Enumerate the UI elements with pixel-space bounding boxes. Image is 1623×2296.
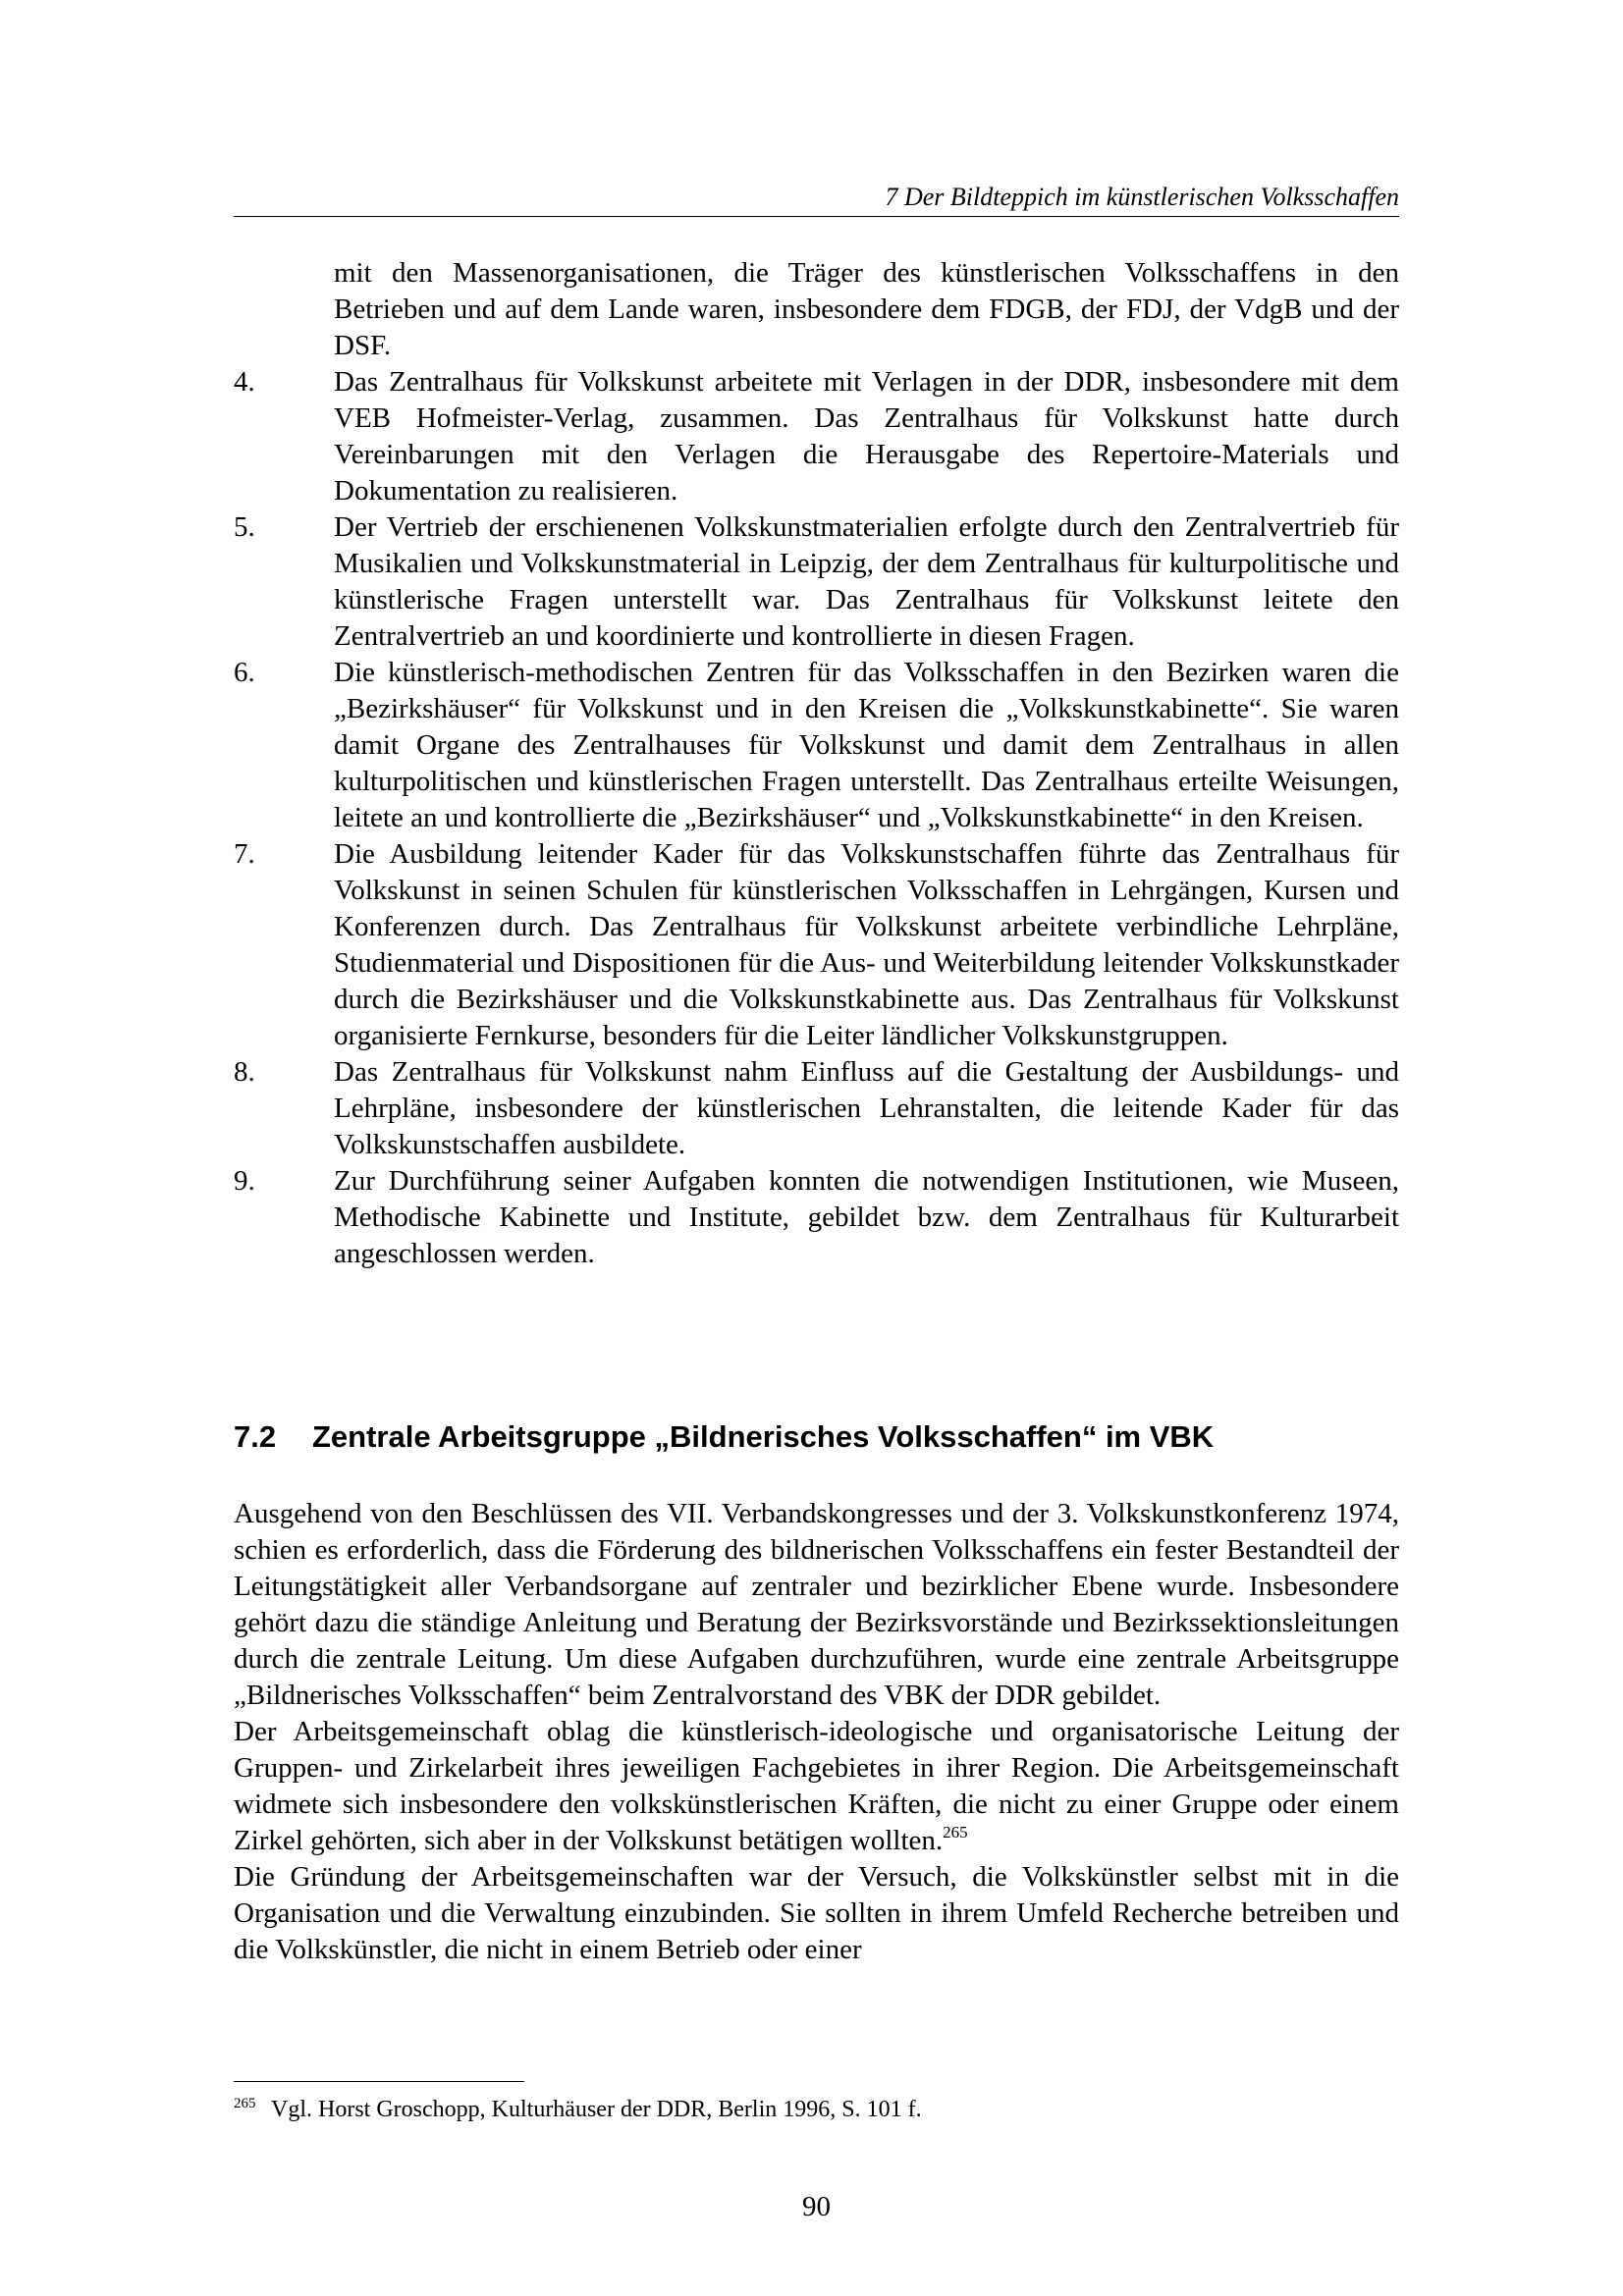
footnote-text: Vgl. Horst Groschopp, Kulturhäuser der DDR, Berlin 1996, S. 101 f. — [271, 2097, 922, 2122]
footnote-reference[interactable]: 265 — [943, 1823, 968, 1842]
list-item-text: Die künstlerisch-methodischen Zentren für das Volksschaffen in den Bezirken waren die „Bezirkshäuser“ für Volkskunst und in den Kreisen die „Volkskunstkabinette“. Sie waren damit Organe des Zentralhauses für Volkskunst und damit dem Zentralhaus in allen kulturpolitischen und künstlerischen Fragen unterstellt. Das Zentralhaus erteilte Weisungen, leitete an und kontrollierte die „Bezirkshäuser“ und „Volkskunstkabinette“ in den Kreisen. — [334, 657, 1399, 833]
list-item-number: 7. — [234, 838, 255, 870]
list-item-number: 4. — [234, 366, 255, 398]
list-item-text: Das Zentralhaus für Volkskunst arbeitete mit Verlagen in der DDR, insbesondere mit dem VEB Hofmeister-Verlag, zusammen. Das Zentralhaus für Volkskunst hatte durch Vereinbarungen mit den Verlagen die Herausgabe des Repertoire-Materials und Dokumentation zu realisieren. — [334, 366, 1399, 507]
list-item-number: 6. — [234, 657, 255, 688]
page-number: 90 — [802, 2191, 831, 2222]
footnote: $^{265}$ Vgl. Horst Groschopp, Kulturhäuser der DDR, Berlin 1996, S. 101 f. — [234, 2096, 922, 2122]
list-item-number: 5. — [234, 511, 255, 543]
list-item — [234, 1054, 1399, 1163]
list-item — [234, 836, 1399, 1054]
body-text — [234, 1496, 1399, 1968]
list-item-continuation — [234, 255, 1399, 364]
list-item-text: Die Ausbildung leitender Kader für das Volkskunstschaffen führte das Zentralhaus für Volkskunst in seinen Schulen für künstlerischen Volksschaffen in Lehrgängen, Kursen und Konferenzen durch. Das Zentralhaus für Volkskunst arbeitete verbindliche Lehrpläne, Studienmaterial und Dispositionen für die Aus- und Weiterbildung leitender Volkskunstkader durch die Bezirkshäuser und die Volkskunstkabinette aus. Das Zentralhaus für Volkskunst organisierte Fernkurse, besonders für die Leiter ländlicher Volkskunstgruppen. — [334, 838, 1399, 1051]
list-item-text: Zur Durchführung seiner Aufgaben konnten die notwendigen Institutionen, wie Museen, Methodische Kabinette und Institute, gebildet bzw. dem Zentralhaus für Kulturarbeit angeschlossen werden. — [334, 1165, 1399, 1269]
paragraph: Die Gründung der Arbeitsgemeinschaften war der Versuch, die Volkskünstler selbst mit in die Organisation und die Verwaltung einzubinden. Sie sollten in ihrem Umfeld Recherche betreiben und die Volkskünstler, die nicht in einem Betrieb oder einer — [234, 1861, 1399, 1965]
numbered-list — [234, 255, 1399, 1272]
list-item-number: 8. — [234, 1056, 255, 1088]
list-item — [234, 655, 1399, 836]
list-item-text: Das Zentralhaus für Volkskunst nahm Einfluss auf die Gestaltung der Ausbildungs- und Lehrpläne, insbesondere der künstlerischen Lehranstalten, die leitende Kader für das Volkskunstschaffen ausbildete. — [334, 1056, 1399, 1160]
paragraph: Ausgehend von den Beschlüssen des VII. Verbandskongresses und der 3. Volkskunstkonferenz 1974, schien es erforderlich, dass die Förderung des bildnerischen Volksschaffens ein fester Bestandteil der Leitungstätigkeit aller Verbandsorgane auf zentraler und bezirklicher Ebene wurde. Insbesondere gehört dazu die ständige Anleitung und Beratung der Bezirksvorstände und Bezirkssektionsleitungen durch die zentrale Leitung. Um diese Aufgaben durchzuführen, wurde eine zentrale Arbeitsgruppe „Bildnerisches Volksschaffen“ beim Zentralvorstand des VBK der DDR gebildet. — [234, 1498, 1399, 1711]
list-item — [234, 509, 1399, 655]
section-heading — [234, 1417, 1399, 1457]
paragraph-text: Der Arbeitsgemeinschaft oblag die künstlerisch-ideologische und organisatorische Leitung der Gruppen- und Zirkelarbeit ihres jeweiligen Fachgebietes in ihrer Region. Die Arbeitsgemeinschaft widmete sich insbesondere den volkskünstlerischen Kräften, die nicht zu einer Gruppe oder einem Zirkel gehörten, sich aber in der Volkskunst betätigen wollten. — [234, 1716, 1399, 1856]
paragraph — [234, 1714, 1399, 1859]
footnote-rule — [234, 2081, 524, 2082]
list-item — [234, 1163, 1399, 1272]
list-item-number: 9. — [234, 1165, 255, 1197]
running-header: 7 Der Bildteppich im künstlerischen Volksschaffen — [885, 183, 1399, 211]
header-rule — [234, 216, 1399, 217]
section-title-text: Zentrale Arbeitsgruppe „Bildnerisches Volksschaffen“ im VBK — [312, 1419, 1215, 1454]
list-item-text: mit den Massenorganisationen, die Träger des künstlerischen Volksschaffens in den Betrieben und auf dem Lande waren, insbesondere dem FDGB, der FDJ, der VdgB und der DSF. — [334, 257, 1399, 361]
list-item-text: Der Vertrieb der erschienenen Volkskunstmaterialien erfolgte durch den Zentralvertrieb für Musikalien und Volkskunstmaterial in Leipzig, der dem Zentralhaus für kulturpolitische und künstlerische Fragen unterstellt war. Das Zentralhaus für Volkskunst leitete den Zentralvertrieb an und koordinierte und kontrollierte in diesen Fragen. — [334, 511, 1399, 652]
section-number: 7.2 — [234, 1419, 277, 1454]
list-item — [234, 364, 1399, 509]
